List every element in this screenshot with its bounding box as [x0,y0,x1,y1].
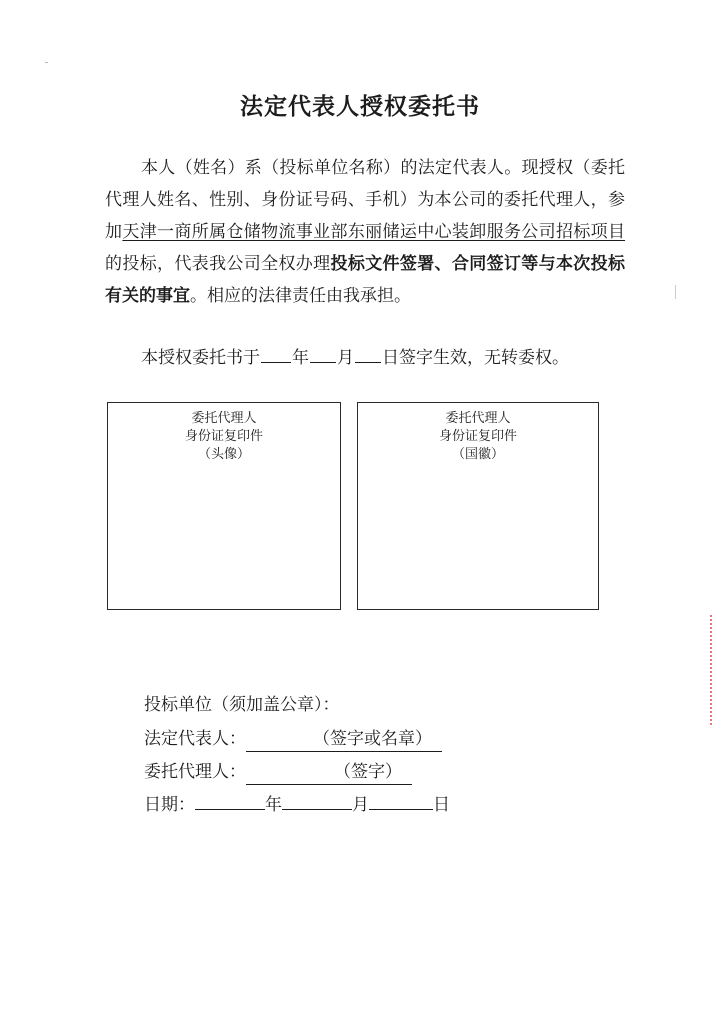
month-blank [310,344,336,363]
date-year-blank [195,791,265,810]
year-label: 年 [292,348,309,368]
document-title: 法定代表人授权委托书 [240,93,480,120]
bidder-line [144,693,340,717]
box-label: 委托代理人 [191,411,257,426]
validity-paragraph [105,342,625,374]
authorization-paragraph [105,152,625,312]
scan-speck [675,285,678,299]
box-label: 身份证复印件 [438,429,517,444]
project-name: 天津一商所属仓储物流事业部东丽储运中心装卸服务公司招标项目 [122,222,626,242]
legal-rep-label: 法定代表人： [144,729,246,749]
date-month-blank [282,791,352,810]
validity-suffix: 日签字生效，无转委权。 [382,348,569,368]
date-line [144,791,450,817]
agent-hint: （签字） [334,762,402,782]
date-year-label: 年 [265,795,282,815]
box-label: 委托代理人 [445,411,511,426]
agent-line [144,760,412,785]
box-label: （头像） [197,447,250,462]
validity-prefix: 本授权委托书于 [141,348,260,368]
seal-edge-mark [710,615,720,725]
agent-signature-line [246,760,412,785]
paragraph-text: 。相应的法律责任由我承担。 [190,286,411,306]
date-day-label: 日 [433,795,450,815]
date-month-label: 月 [352,795,369,815]
date-label: 日期： [144,795,195,815]
legal-rep-signature-line [246,727,442,752]
scan-speck [45,62,48,63]
legal-rep-hint: （签字或名章） [313,729,432,749]
box-label: （国徽） [451,447,504,462]
bidder-label: 投标单位（须加盖公章）： [144,695,340,715]
authorized-matters: 投标文件签署、合同签订等与本次投标有关的事宜 [105,254,626,306]
day-blank [355,344,381,363]
id-copy-back-box [357,402,599,610]
month-label: 月 [337,348,354,368]
year-blank [261,344,291,363]
date-day-blank [369,791,433,810]
agent-label: 委托代理人： [144,762,246,782]
legal-rep-line [144,727,442,752]
id-copy-front-box [107,402,341,610]
box-label: 身份证复印件 [184,429,263,444]
paragraph-text: 本人（姓名）系（投标单位名称）的法定代表人。现授权（委托代理人姓名、性别、身份证号码、手机）为本公司的委托代理人，参加 [105,158,625,242]
paragraph-text: 的投标，代表我公司全权办理 [105,254,331,274]
